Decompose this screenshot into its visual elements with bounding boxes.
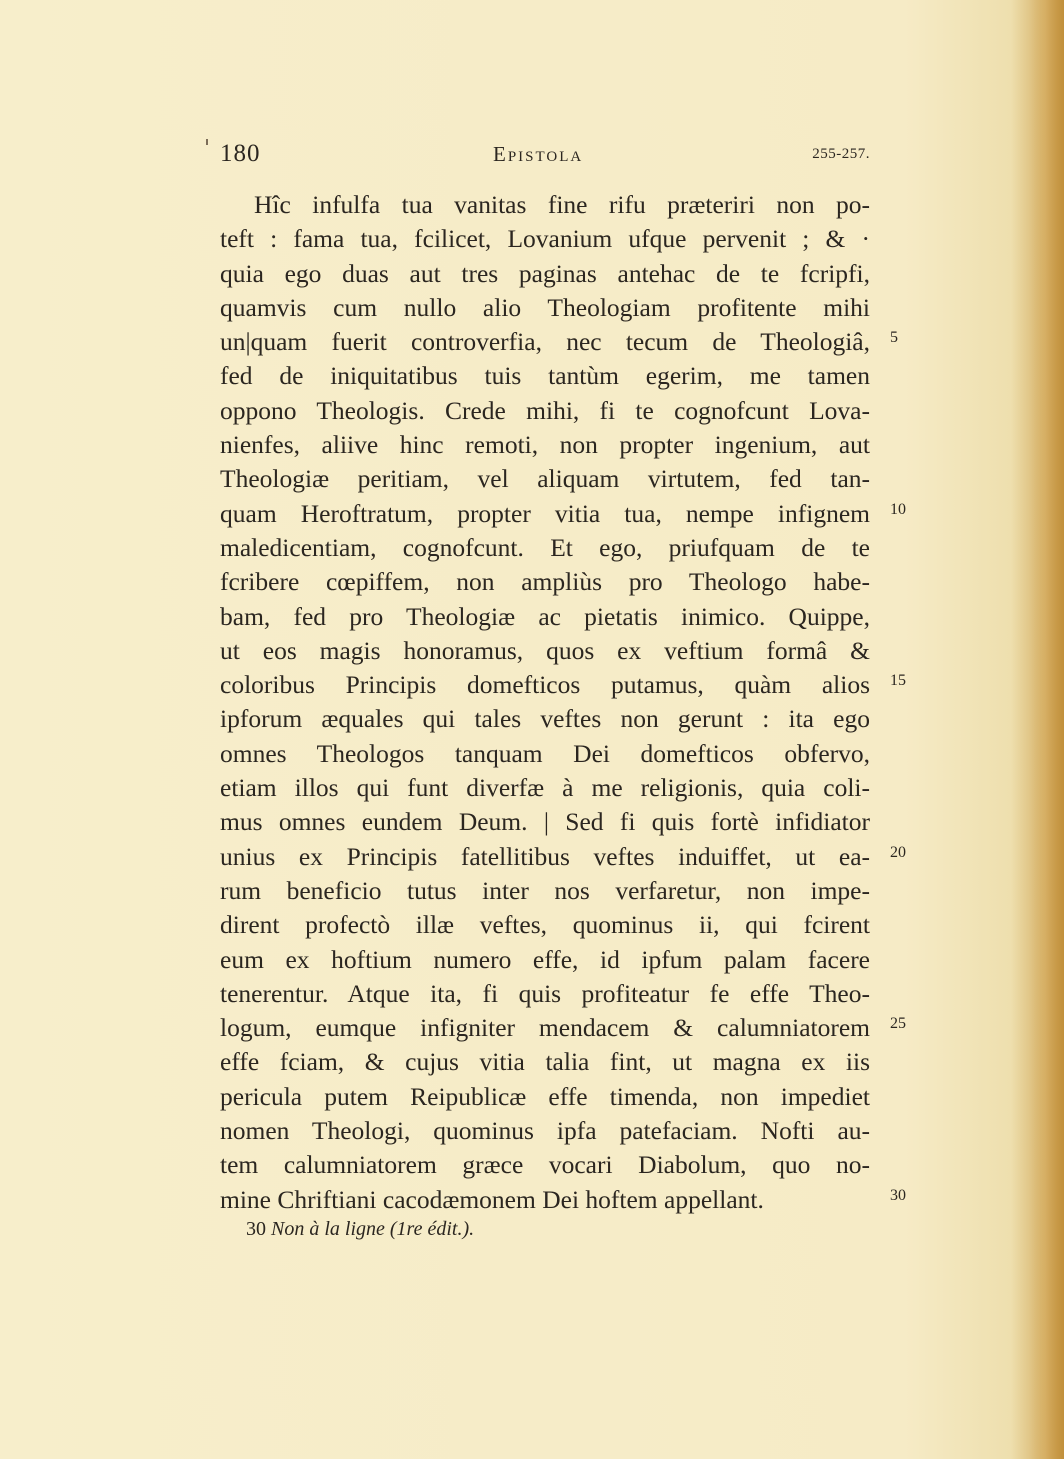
- text-line: tem calumniatorem græce vocari Diabolum, quo no-: [220, 1150, 870, 1180]
- line-number: 30: [890, 1187, 906, 1204]
- text-line: quam Heroftratum, propter vitia tua, nempe infignem: [220, 498, 870, 528]
- line-number: 10: [890, 501, 906, 518]
- text-line: nomen Theologi, quominus ipfa patefaciam. Nofti au-: [220, 1116, 870, 1146]
- text-line: quamvis cum nullo alio Theologiam profitente mihi: [220, 292, 870, 322]
- page-number: 180: [220, 140, 261, 167]
- text-line: maledicentiam, cognofcunt. Et ego, priufquam de te: [220, 532, 870, 562]
- line-number: 5: [890, 329, 898, 346]
- text-line: rum beneficio tutus inter nos verfaretur, non impe-: [220, 875, 870, 905]
- text-line: mus omnes eundem Deum. | Sed fi quis fortè infidiator: [220, 807, 870, 837]
- footnote-number: 30: [246, 1218, 266, 1240]
- text-line: eum ex hoftium numero effe, id ipfum palam facere: [220, 944, 870, 974]
- text-line: oppono Theologis. Crede mihi, fi te cognofcunt Lova-: [220, 395, 870, 425]
- page-range: 255-257.: [812, 146, 870, 162]
- text-line: bam, fed pro Theologiæ ac pietatis inimico. Quippe,: [220, 601, 870, 631]
- text-line: ipforum æquales qui tales veftes non gerunt : ita ego: [220, 704, 870, 734]
- text-line: etiam illos qui funt diverfæ à me religionis, quia coli-: [220, 773, 870, 803]
- text-line: quia ego duas aut tres paginas antehac de te fcripfi,: [220, 258, 870, 288]
- text-line: nienfes, aliive hinc remoti, non propter ingenium, aut: [220, 430, 870, 460]
- text-line: teft : fama tua, fcilicet, Lovanium ufque pervenit ; & ·: [220, 224, 870, 254]
- text-line: logum, eumque infigniter mendacem & calumniatorem: [220, 1013, 870, 1043]
- print-mark: [206, 139, 208, 145]
- text-line: mine Chriftiani cacodæmonem Dei hoftem appellant.: [220, 1184, 764, 1214]
- text-line: Hîc infulfa tua vanitas fine rifu præteriri non po-: [254, 190, 870, 219]
- text-line: dirent profectò illæ veftes, quominus ii, qui fcirent: [220, 910, 870, 940]
- footnote-text: Non à la ligne (1re édit.).: [271, 1218, 475, 1240]
- text-line: un|quam fuerit controverfia, nec tecum de Theologiâ,: [220, 327, 870, 357]
- text-line: omnes Theologos tanquam Dei domefticos obfervo,: [220, 738, 870, 768]
- text-line: ut eos magis honoramus, quos ex veftium formâ &: [220, 635, 870, 665]
- text-line: fcribere cœpiffem, non ampliùs pro Theologo habe-: [220, 567, 870, 597]
- main-text: [220, 188, 870, 1217]
- footnote: [246, 1218, 474, 1241]
- text-line: pericula putem Reipublicæ effe timenda, non impediet: [220, 1081, 870, 1111]
- text-line: fed de iniquitatibus tuis tantùm egerim, me tamen: [220, 361, 870, 391]
- running-title: Epistola: [493, 142, 584, 166]
- text-line: tenerentur. Atque ita, fi quis profiteatur fe effe Theo-: [220, 978, 870, 1008]
- line-number: 20: [890, 844, 906, 861]
- text-line: coloribus Principis domefticos putamus, quàm alios: [220, 670, 870, 700]
- line-number: 25: [890, 1015, 906, 1032]
- page-edge: [1030, 0, 1064, 1459]
- text-line: unius ex Principis fatellitibus veftes induiffet, ut ea-: [220, 841, 870, 871]
- running-header: [220, 140, 870, 180]
- text-line: Theologiæ peritiam, vel aliquam virtutem, fed tan-: [220, 464, 870, 494]
- line-number: 15: [890, 672, 906, 689]
- text-line: effe fciam, & cujus vitia talia fint, ut magna ex iis: [220, 1047, 870, 1077]
